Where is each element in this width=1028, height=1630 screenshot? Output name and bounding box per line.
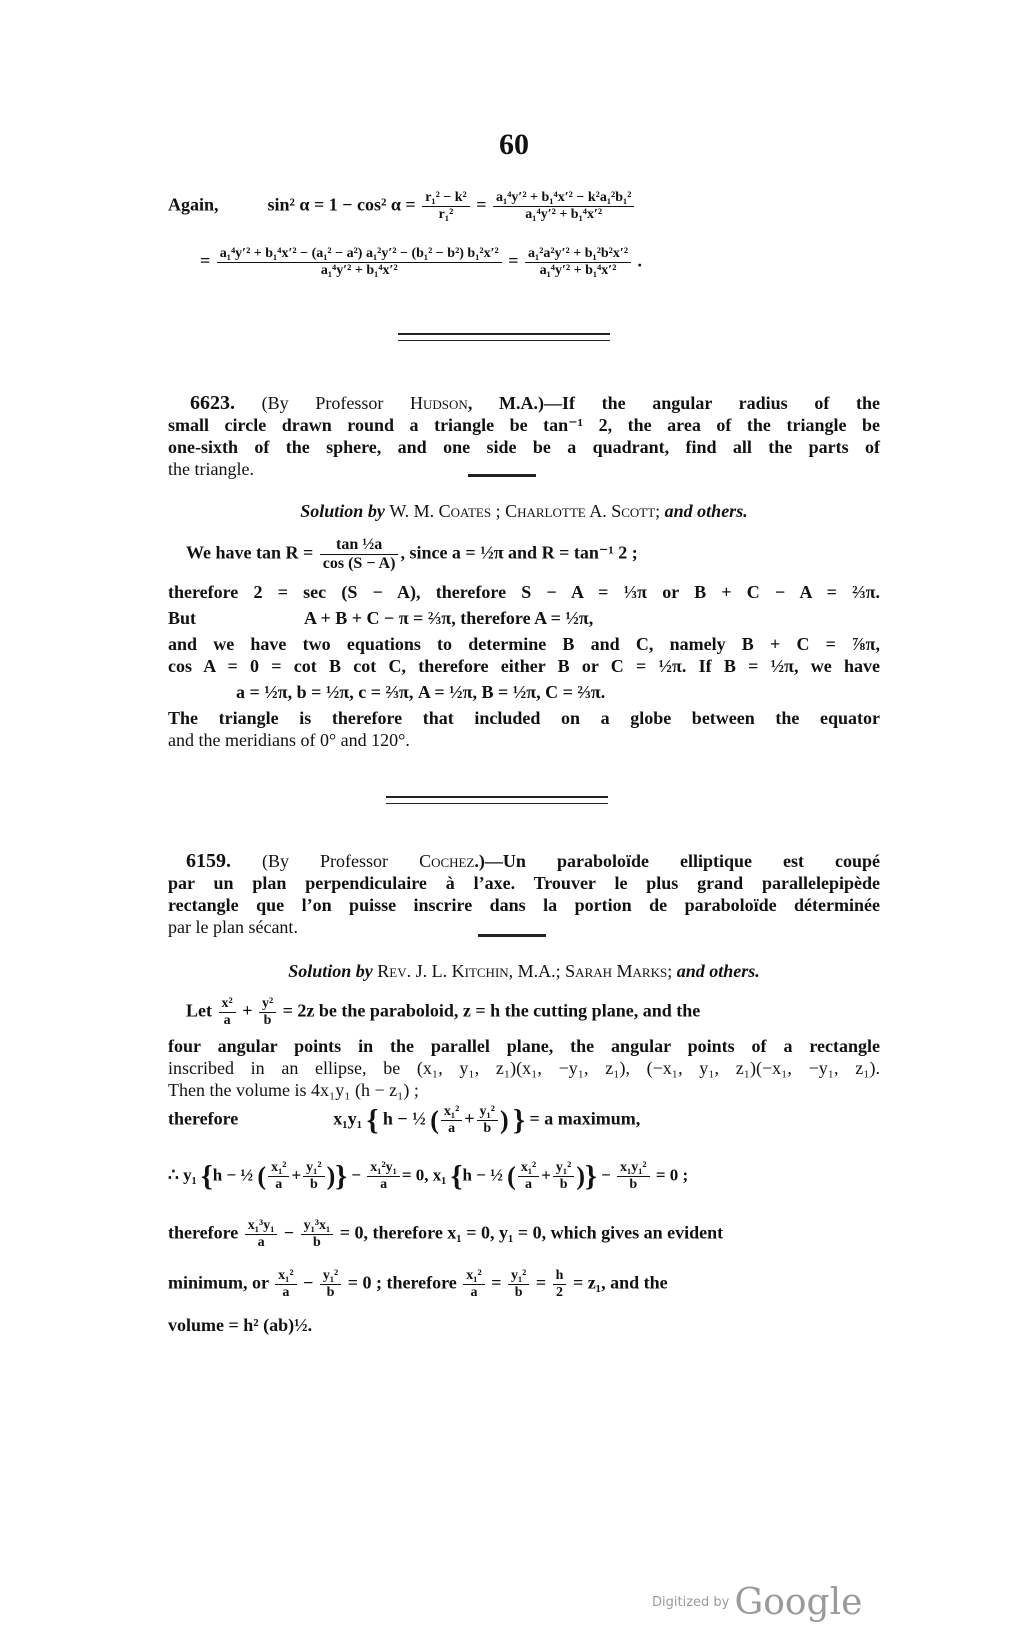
eq1-left: sin² α = 1 − cos² α =: [267, 194, 416, 215]
solution-others: and others.: [676, 961, 760, 981]
text: h − ½: [462, 1165, 503, 1185]
fraction: $\frac{\text{y₁²}}{b}$: [477, 1104, 498, 1137]
question-number: 6159.: [186, 850, 231, 872]
fraction: $\frac{\text{x₁²}}{a}$: [518, 1160, 539, 1193]
digitized-label: Digitized by: [652, 1595, 730, 1610]
equation-continued-line: [200, 246, 912, 279]
q6623-sol-line-4: and we have two equations to determine B and C, namely B + C = ⅞π,: [168, 634, 880, 654]
open-paren: (: [430, 1105, 439, 1135]
fraction: $\frac{\text{a₁⁴y′² + b₁⁴x′² − k²a₁²b₁²}}{\text{a₁⁴y′² + b₁⁴x′²}}$: [493, 190, 634, 223]
fraction: $\frac{\text{x₁²y₁}}{a}$: [367, 1160, 400, 1193]
google-logo: Google: [734, 1582, 863, 1623]
q6159-line-2: par un plan perpendiculaire à l’axe. Trouver le plus grand parallelepipède: [168, 873, 880, 893]
q6623-line-4: the triangle.: [168, 459, 254, 479]
text: , M.A.)—If the angular radius of the: [467, 393, 881, 413]
page-number: 60: [499, 128, 529, 161]
digitized-by-google-watermark: [652, 1582, 862, 1623]
q6623-sol-line-8: and the meridians of 0° and 120°.: [168, 730, 410, 750]
close-paren: ): [326, 1161, 336, 1191]
q6623-sol-line-1: [186, 536, 898, 573]
text: We have tan R =: [186, 542, 314, 563]
q6623-solution-credit: [168, 500, 880, 522]
fraction: $\frac{\text{y₁³x₁}}{b}$: [301, 1218, 334, 1251]
close-brace: }: [335, 1159, 348, 1193]
text: therefore: [168, 1222, 239, 1243]
fraction: $\frac{\text{x₁²}}{a}$: [268, 1160, 289, 1193]
close-paren: ): [499, 1105, 509, 1135]
author-name: Cochez: [419, 851, 475, 871]
text: = a maximum,: [529, 1108, 641, 1129]
section-divider: [398, 333, 610, 341]
text: = 0, therefore x₁ = 0, y₁ = 0, which gives an evident: [339, 1222, 724, 1243]
q6623-sol-line-2: therefore 2 = sec (S − A), therefore S − A = ⅓π or B + C − A = ⅔π.: [168, 582, 880, 602]
text: = 0, x₁: [401, 1165, 447, 1185]
fraction: $\frac{\text{x₁²}}{a}$: [441, 1104, 462, 1137]
short-divider: [478, 934, 546, 937]
fraction: $\frac{\text{y₁²}}{b}$: [508, 1268, 529, 1301]
q6623-line-3: one-sixth of the sphere, and one side be a quadrant, find all the parts of: [168, 437, 880, 457]
q6159-sol-line-2: four angular points in the parallel plane, the angular points of a rectangle: [168, 1036, 880, 1056]
text: h − ½: [382, 1108, 426, 1129]
q6159-sol-line-7: [168, 1218, 880, 1251]
text: = 0 ;: [655, 1165, 689, 1185]
fraction: $\frac{\text{x₁y₁²}}{b}$: [617, 1160, 650, 1193]
question-number: 6623.: [190, 392, 235, 414]
q6623-line-2: small circle drawn round a triangle be tan⁻¹ 2, the area of the triangle be: [168, 415, 880, 435]
fraction: $\frac{\text{y²}}{b}$: [259, 996, 276, 1029]
fraction: $\frac{\text{y₁²}}{b}$: [553, 1160, 574, 1193]
text: x₁y₁: [333, 1108, 363, 1129]
text: , since a = ½π and R = tan⁻¹ 2 ;: [400, 542, 638, 563]
again-label: Again,: [168, 194, 219, 215]
equals-sign: =: [200, 250, 211, 271]
q6159-sol-line-4: Then the volume is 4x₁y₁ (h − z₁) ;: [168, 1080, 419, 1100]
author-name: Hudson: [410, 393, 468, 413]
text: (By Professor: [261, 393, 384, 413]
open-paren: (: [507, 1161, 516, 1191]
fraction: $\frac{\text{x₁²}}{a}$: [275, 1268, 296, 1301]
period: .: [637, 250, 643, 271]
solution-label: Solution by: [300, 501, 385, 521]
q6159-sol-line-1: [186, 996, 880, 1029]
minus-sign: −: [303, 1272, 314, 1293]
text: = z₁, and the: [572, 1272, 668, 1293]
q6623-sol-line-5: cos A = 0 = cot B cot C, therefore either B or C = ½π. If B = ½π, we have: [168, 656, 880, 676]
text: −: [601, 1165, 611, 1185]
text: = 0 ; therefore: [347, 1272, 457, 1293]
text: .)—Un paraboloïde elliptique est coupé: [474, 851, 881, 871]
q6623-sol-line-7: The triangle is therefore that included on a globe between the equator: [168, 708, 880, 728]
equation-sin-line: [168, 190, 880, 223]
minus-sign: −: [283, 1222, 295, 1243]
q6623-sol-line-3: [168, 607, 880, 629]
q6159-sol-line-8: [168, 1268, 880, 1301]
fraction: $\frac{\text{x²}}{a}$: [219, 996, 236, 1029]
solution-label: Solution by: [288, 961, 373, 981]
close-brace: }: [513, 1103, 525, 1137]
q6159-sol-line-9: volume = h² (ab)½.: [168, 1315, 313, 1335]
text: −: [351, 1165, 362, 1185]
open-brace: {: [450, 1159, 463, 1193]
equals-sign: =: [535, 1272, 547, 1293]
q6159-sol-line-5: therefore x₁y₁ { h − ½ ( $\frac{\text{x₁²}}{a}$ + $\frac{\text{y₁²}}{b}$ ) } = a maximum,: [168, 1103, 641, 1137]
q6623-sol-line-6: a = ½π, b = ½π, c = ⅔π, A = ½π, B = ½π, C = ⅔π.: [236, 682, 606, 702]
fraction: $\frac{h}{2}$: [553, 1268, 567, 1301]
section-divider: [386, 796, 608, 804]
text: = 2z be the paraboloid, z = h the cutting plane, and the: [282, 1000, 701, 1021]
q6159-solution-credit: [168, 960, 880, 982]
fraction: $\frac{\text{x₁²}}{a}$: [463, 1268, 484, 1301]
fraction: $\frac{\text{a₁²a²y′² + b₁²b²x′²}}{\text{a₁⁴y′² + b₁⁴x′²}}$: [525, 246, 631, 279]
equals-sign: =: [508, 250, 519, 271]
open-brace: {: [366, 1103, 379, 1137]
plus-sign: +: [242, 1000, 253, 1021]
text: A + B + C − π = ⅔π, therefore A = ½π,: [304, 608, 594, 628]
close-paren: ): [576, 1161, 585, 1191]
short-divider: [468, 474, 536, 477]
open-paren: (: [257, 1161, 267, 1191]
q6159-sol-line-6: ∴ y₁ {h − ½ ( $\frac{\text{x₁²}}{a}$ + $\frac{\text{y₁²}}{b}$ )} − $\frac{\text{x₁²y₁}}{a}$ = 0, x₁ {h − ½ ( $\frac{\text{x₁²}}{a}$ + $\frac{\text{y₁²}}{b}$ )} − $\frac{\text{x₁y₁²}}{b}$ = 0 ;: [168, 1159, 689, 1193]
text: minimum, or: [168, 1272, 269, 1293]
fraction: $\frac{\text{x₁³y₁}}{a}$: [245, 1218, 278, 1251]
q6159-line-3: rectangle que l’on puisse inscrire dans la portion de paraboloïde déterminée: [168, 895, 880, 915]
q6623-line-1: [190, 392, 880, 414]
text: h − ½: [212, 1165, 254, 1185]
text: But: [168, 608, 197, 628]
fraction: $\frac{\text{a₁⁴y′² + b₁⁴x′² − (a₁² − a²) a₁²y′² − (b₁² − b²) b₁²x′²}}{\text{a₁⁴y′² + b₁⁴x′²}}$: [217, 246, 502, 279]
text: ∴ y₁: [168, 1165, 197, 1185]
solution-authors: Rev. J. L. Kitchin, M.A.; Sarah Marks;: [377, 961, 673, 981]
equals-sign: =: [476, 194, 487, 215]
solution-others: and others.: [664, 501, 748, 521]
fraction: $\frac{\text{y₁²}}{b}$: [320, 1268, 341, 1301]
text: therefore: [168, 1108, 239, 1129]
q6159-line-1: [186, 850, 880, 872]
text: (By Professor: [262, 851, 389, 871]
fraction: $\frac{\text{r₁² − k²}}{\text{r₁²}}$: [422, 190, 470, 223]
fraction: $\frac{\text{tan ½a}}{\cos (S - A)}$: [320, 536, 399, 573]
solution-authors: W. M. Coates ; Charlotte A. Scott;: [389, 501, 661, 521]
equals-sign: =: [491, 1272, 502, 1293]
q6159-line-4: par le plan sécant.: [168, 917, 298, 937]
fraction: $\frac{\text{y₁²}}{b}$: [303, 1160, 324, 1193]
text: Let: [186, 1000, 212, 1021]
open-brace: {: [200, 1159, 213, 1193]
q6159-sol-line-3: inscribed in an ellipse, be (x₁, y₁, z₁)(x₁, −y₁, z₁), (−x₁, y₁, z₁)(−x₁, −y₁, z₁).: [168, 1058, 880, 1078]
close-brace: }: [584, 1159, 597, 1193]
